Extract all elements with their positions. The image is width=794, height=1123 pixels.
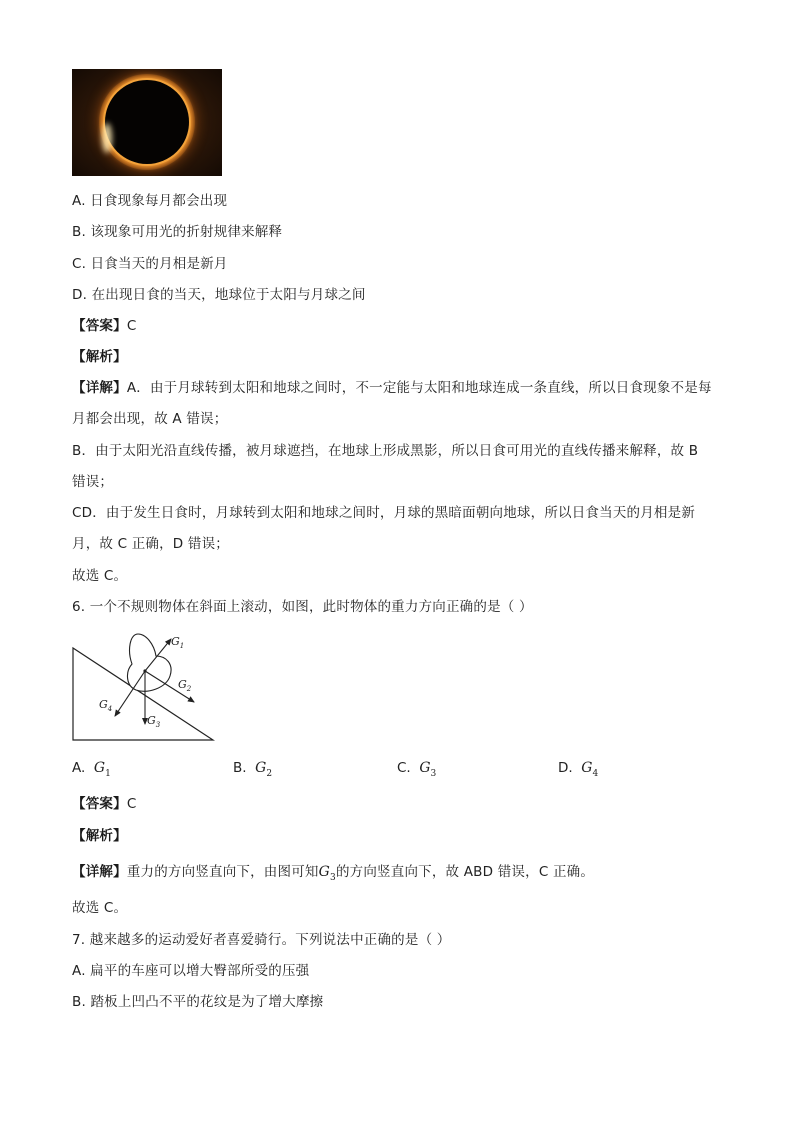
q6-analysis-label bbox=[72, 826, 127, 846]
moon-disc bbox=[105, 80, 189, 164]
q6-answer bbox=[72, 794, 136, 814]
option-letter: B. bbox=[233, 760, 247, 776]
answer-label: 【答案】 bbox=[72, 318, 127, 334]
detail-post: 的方向竖直向下，故 ABD 错误，C 正确。 bbox=[335, 864, 595, 880]
q6-question: 6. 一个不规则物体在斜面上滚动，如图，此时物体的重力方向正确的是（ ） bbox=[72, 599, 533, 615]
q5-detail-line-3: B．由于太阳光沿直线传播，被月球遮挡，在地球上形成黑影，所以日食可用光的直线传播来解释，故 B bbox=[72, 443, 699, 459]
q6-detail bbox=[72, 862, 594, 888]
option-letter: A. bbox=[72, 760, 86, 776]
option-letter: C. bbox=[397, 760, 411, 776]
q5-conclusion: 故选 C。 bbox=[72, 568, 128, 584]
q5-detail-line-4: 错误； bbox=[72, 474, 114, 490]
q6-option-a bbox=[72, 758, 111, 784]
irregular-object bbox=[127, 634, 171, 691]
q5-detail-line-5: CD．由于发生日食时，月球转到太阳和地球之间时，月球的黑暗面朝向地球，所以日食当天的月相是新 bbox=[72, 505, 696, 521]
q6-option-b bbox=[233, 758, 272, 784]
q5-option-a: A. 日食现象每月都会出现 bbox=[72, 193, 228, 209]
g3-label: $G_3$ bbox=[147, 714, 161, 729]
q6-option-c bbox=[397, 758, 436, 784]
answer-value: C bbox=[126, 318, 137, 334]
g2-label: $G_2$ bbox=[178, 678, 192, 693]
q5-detail-line-6: 月，故 C 正确，D 错误； bbox=[72, 536, 229, 552]
diamond-ring-flare bbox=[102, 123, 112, 153]
incline-force-diagram bbox=[70, 632, 220, 744]
option-symbol: $G_2$ bbox=[255, 760, 273, 779]
detail-pre: 重力的方向竖直向下，由图可知 bbox=[126, 864, 319, 880]
analysis-label: 【解析】 bbox=[72, 349, 127, 365]
q5-detail-line-1 bbox=[72, 378, 712, 398]
detail-text: A．由于月球转到太阳和地球之间时，不一定能与太阳和地球连成一条直线，所以日食现象不是每 bbox=[126, 380, 712, 396]
g1-label: $G_1$ bbox=[171, 635, 185, 650]
detail-label: 【详解】 bbox=[72, 864, 127, 880]
q5-option-d: D. 在出现日食的当天，地球位于太阳与月球之间 bbox=[72, 287, 366, 303]
q7-option-a: A. 扁平的车座可以增大臀部所受的压强 bbox=[72, 963, 310, 979]
option-symbol: $G_3$ bbox=[419, 760, 437, 779]
answer-value: C bbox=[126, 796, 137, 812]
q5-analysis-label bbox=[72, 347, 127, 367]
answer-label: 【答案】 bbox=[72, 796, 127, 812]
q6-option-d bbox=[558, 758, 598, 784]
q5-detail-line-2: 月都会出现，故 A 错误； bbox=[72, 411, 228, 427]
option-symbol: $G_4$ bbox=[581, 760, 599, 779]
option-symbol: $G_1$ bbox=[93, 760, 111, 779]
q5-option-b: B. 该现象可用光的折射规律来解释 bbox=[72, 224, 283, 240]
analysis-label: 【解析】 bbox=[72, 828, 127, 844]
detail-symbol: $G_3$ bbox=[318, 864, 336, 883]
q5-option-c: C. 日食当天的月相是新月 bbox=[72, 256, 228, 272]
g4-label: $G_4$ bbox=[99, 698, 113, 713]
detail-label: 【详解】 bbox=[72, 380, 127, 396]
solar-eclipse-photo bbox=[72, 69, 222, 176]
q5-answer bbox=[72, 316, 136, 336]
q7-option-b: B. 踏板上凹凸不平的花纹是为了增大摩擦 bbox=[72, 994, 324, 1010]
option-letter: D. bbox=[558, 760, 573, 776]
q7-question: 7. 越来越多的运动爱好者喜爱骑行。下列说法中正确的是（ ） bbox=[72, 932, 451, 948]
q6-conclusion: 故选 C。 bbox=[72, 900, 128, 916]
